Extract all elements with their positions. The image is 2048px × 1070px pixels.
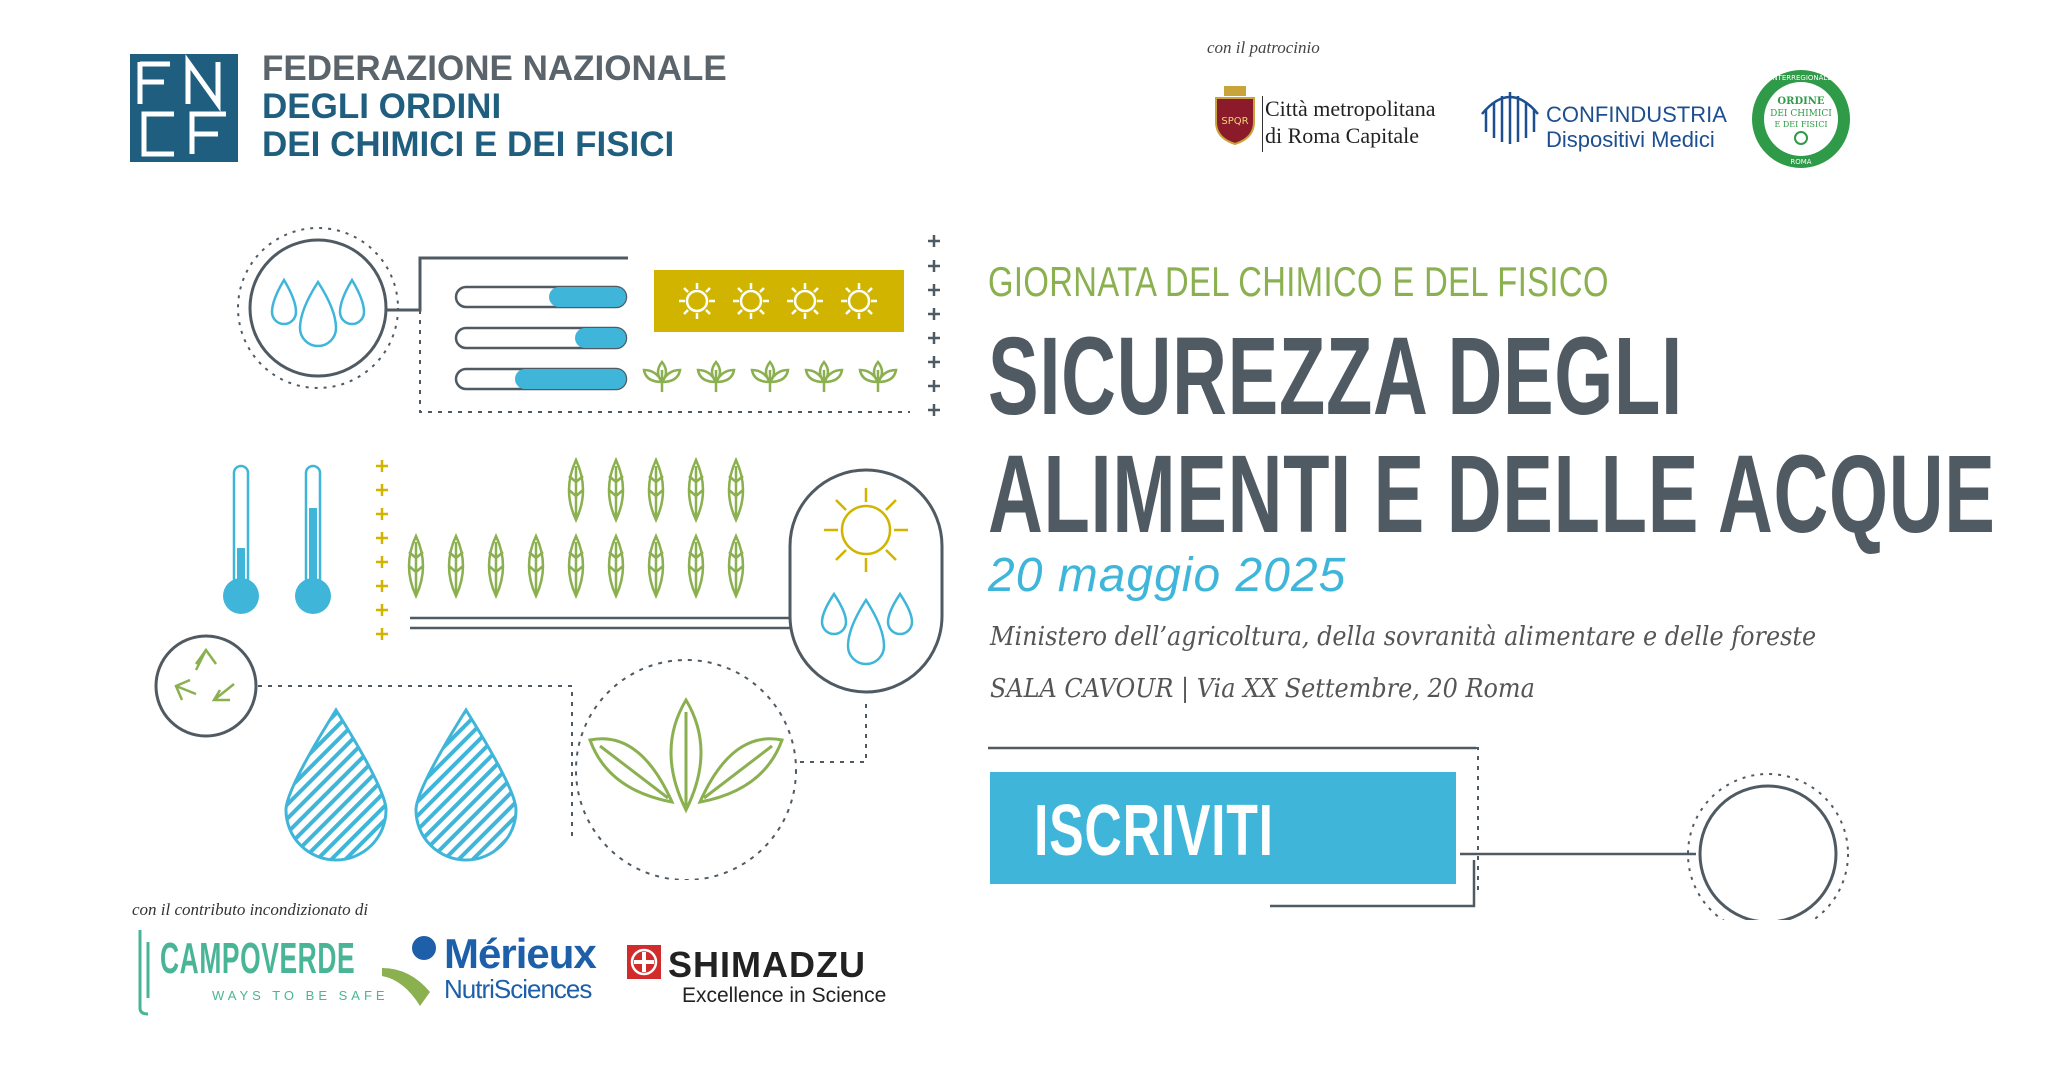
confindustria-eagle-icon — [1478, 84, 1542, 152]
sprouts-row-icon — [644, 362, 896, 392]
leaf-icon — [689, 460, 703, 520]
register-button-label: ISCRIVITI — [1034, 791, 1274, 871]
progress-fill-2 — [575, 328, 626, 348]
merieux-name: Mérieux — [444, 930, 596, 977]
striped-drops-icon — [286, 710, 516, 860]
leaves-grid-icon — [409, 460, 743, 596]
big-leaves-icon — [590, 700, 782, 810]
event-kicker: GIORNATA DEL CHIMICO E DEL FISICO — [988, 258, 1609, 305]
shimadzu-name: SHIMADZU — [668, 944, 866, 985]
leaf-icon — [409, 536, 423, 596]
sun-band — [654, 270, 904, 332]
progress-fill-3 — [515, 369, 626, 389]
recycle-icon — [176, 650, 234, 700]
progress-fill-1 — [549, 287, 626, 307]
leaf-icon — [609, 460, 623, 520]
water-drops-icon — [272, 280, 364, 346]
org-name-line3: DEI CHIMICI E DEI FISICI — [262, 125, 675, 164]
confindustria-line2: Dispositivi Medici — [1546, 127, 1715, 152]
shimadzu-cross-icon — [626, 944, 662, 980]
city-name — [1265, 95, 1435, 149]
cta-circle — [1700, 786, 1836, 920]
confindustria-name — [1546, 102, 1727, 152]
svg-text:SPQR: SPQR — [1221, 116, 1249, 127]
leaf-icon — [489, 536, 503, 596]
ordine-ring-top: INTERREGIONALE — [1770, 74, 1832, 82]
event-address: SALA CAVOUR | Via XX Settembre, 20 Roma — [990, 674, 1535, 704]
illustration — [0, 0, 960, 880]
ordine-line3: E DEI FISICI — [1774, 120, 1828, 129]
leaf-icon — [609, 536, 623, 596]
drops-circle — [250, 240, 386, 376]
merieux-mark-icon — [380, 934, 450, 1008]
confindustria-line1: CONFINDUSTRIA — [1546, 102, 1727, 127]
leaf-icon — [689, 536, 703, 596]
roma-crest-icon — [1210, 84, 1260, 146]
campoverde-mark-icon — [136, 928, 160, 1016]
plus-column-left — [376, 460, 388, 640]
cta-circle-dashed — [1688, 774, 1848, 920]
leaf-icon — [729, 536, 743, 596]
leaf-icon — [649, 536, 663, 596]
sponsors-label: con il contributo incondizionato di — [132, 900, 369, 919]
event-venue: Ministero dell’agricoltura, della sovranità alimentare e delle foreste — [990, 622, 1817, 652]
event-date: 20 maggio 2025 — [988, 549, 1347, 602]
ordine-seal-icon — [1750, 68, 1852, 170]
event-title-line2: ALIMENTI E DELLE ACQUE — [988, 433, 1996, 556]
plus-column-right — [928, 235, 940, 416]
campoverde-tagline: WAYS TO BE SAFE — [212, 988, 389, 1003]
patronage-label: con il patrocinio — [1207, 38, 1320, 57]
drops-circle-dashed — [238, 228, 398, 388]
sun-capsule — [790, 470, 942, 692]
leaf-icon — [569, 460, 583, 520]
org-name-line1: FEDERAZIONE NAZIONALE — [262, 49, 727, 88]
event-title-line1: SICUREZZA DEGLI — [988, 315, 1683, 438]
leaf-icon — [569, 536, 583, 596]
register-button[interactable] — [990, 772, 1456, 884]
leaf-icon — [529, 536, 543, 596]
ordine-ring-bottom: ROMA — [1790, 158, 1812, 166]
org-name-line2: DEGLI ORDINI — [262, 87, 502, 126]
merieux-sub: NutriSciences — [444, 974, 592, 1004]
capsule-drops-icon — [822, 594, 912, 664]
shimadzu-sub: Excellence in Science — [682, 984, 887, 1007]
sun-icon — [824, 488, 908, 572]
campoverde-name: CAMPOVERDE — [160, 934, 356, 983]
event-title — [988, 315, 1996, 556]
leaf-icon — [649, 460, 663, 520]
city-divider — [1262, 96, 1263, 152]
ordine-line1: ORDINE — [1777, 96, 1825, 107]
thermometer-icon — [223, 466, 331, 614]
leaf-icon — [729, 460, 743, 520]
city-line1: Città metropolitana — [1265, 96, 1436, 121]
ordine-line2: DEI CHIMICI — [1770, 109, 1832, 119]
leaf-icon — [449, 536, 463, 596]
city-line2: di Roma Capitale — [1265, 123, 1419, 148]
